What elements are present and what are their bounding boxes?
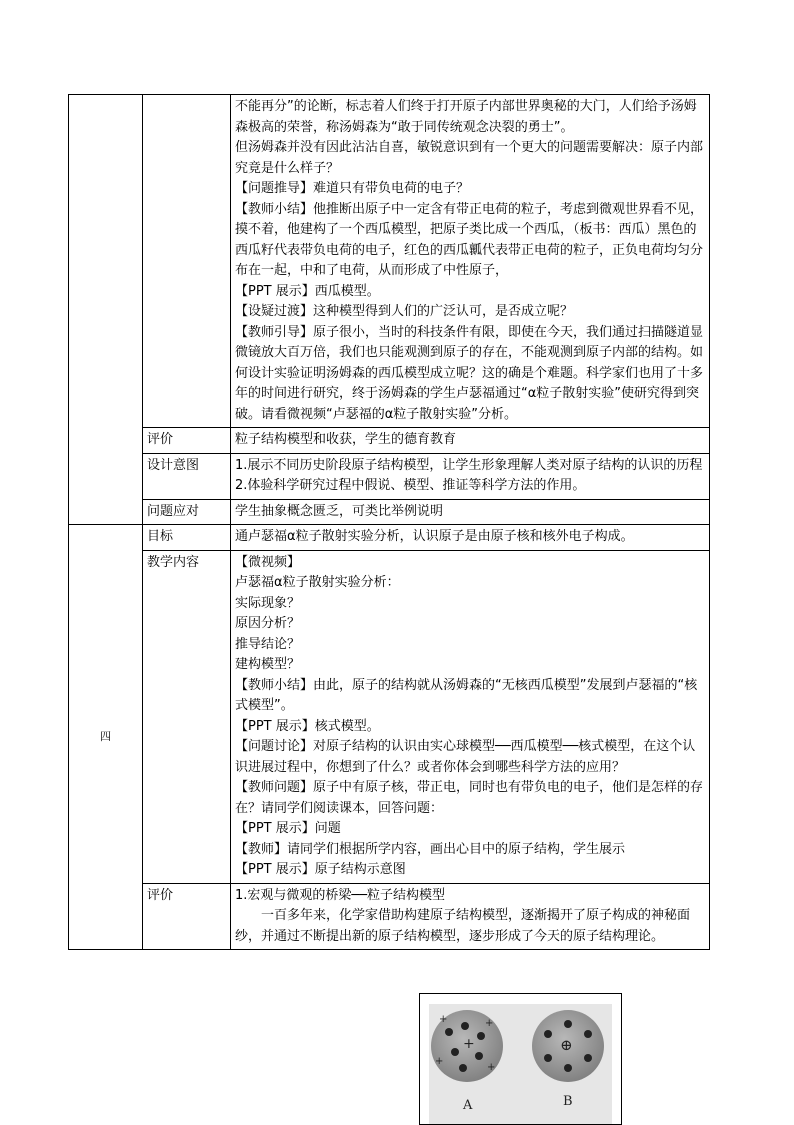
goal-label: 目标: [143, 525, 231, 551]
positive-charge-sign: +: [463, 1036, 475, 1052]
evaluation-cell: [231, 883, 710, 950]
issue-response-label: 问题应对: [143, 499, 231, 525]
positive-charge-sign: +: [435, 1056, 444, 1067]
design-intent-item: 2.体验科学研究过程中假说、模型、推证等科学方法的作用。: [235, 478, 586, 493]
electron-dot: [459, 1064, 467, 1072]
electron-dot: [544, 1030, 552, 1038]
nuclear-model: [532, 1010, 604, 1082]
figure-label-b: B: [563, 1094, 573, 1109]
content-paragraph: 【教师小结】他推断出原子中一定含有带正电荷的粒子，考虑到微观世界看不见，摸不着，他建构了一个西瓜模型，把原子类比成一个西瓜，（板书：西瓜）黑色的西瓜籽代表带负电荷的电子，红色的西瓜瓤代表带正电荷的粒子，正负电荷均匀分布在一起，中和了电荷，从而形成了中性原子，: [235, 201, 704, 278]
content-paragraph: 建构模型？: [235, 657, 301, 672]
atom-models-photo: [429, 1004, 612, 1124]
content-paragraph: 不能再分”的论断，标志着人们终于打开原子内部世界奥秘的大门，人们给予汤姆森极高的荣誉，称汤姆森为“敢于同传统观念决裂的勇士”。: [235, 99, 697, 135]
label-cell-empty: [143, 95, 231, 428]
content-row-continued: [69, 95, 710, 428]
positive-charge-sign: +: [439, 1014, 448, 1025]
content-paragraph: 实际现象？: [235, 595, 301, 611]
content-paragraph: 【教师引导】原子很小，当时的科技条件有限，即使在今天，我们通过扫描隧道显微镜放大百万倍，我们也只能观测到原子的存在，不能观测到原子内部的结构。如何设计实验证明汤姆森的西瓜模型成立呢？这的确是个难题。科学家们也用了十多年的时间进行研究，终于汤姆森的学生卢瑟福通过“α粒子散射实验”使研究得到突破。请看微视频“卢瑟福的α粒子散射实验”分析。: [235, 324, 704, 422]
teaching-content-row: [69, 550, 710, 883]
content-paragraph: 【PPT 展示】核式模型。: [235, 718, 380, 734]
content-paragraph: 但汤姆森并没有因此沾沾自喜，敏锐意识到有一个更大的问题需要解决：原子内部究竟是什么样子？: [235, 140, 704, 176]
electron-dot: [584, 1054, 592, 1062]
issue-response-text: 学生抽象概念匮乏，可类比举例说明: [231, 499, 710, 525]
evaluation-label: 评价: [143, 883, 231, 950]
electron-dot: [445, 1028, 453, 1036]
content-paragraph: 【PPT 展示】问题: [235, 821, 341, 836]
evaluation-row: [69, 883, 710, 950]
stage-cell-empty: [69, 95, 143, 525]
design-intent-cell: [231, 453, 710, 499]
electron-dot: [475, 1052, 483, 1060]
lesson-plan-table: [68, 94, 710, 950]
teaching-content-cell: [231, 95, 710, 428]
design-intent-row: [69, 453, 710, 499]
electron-dot: [584, 1030, 592, 1038]
positive-charge-sign: +: [485, 1018, 494, 1029]
content-paragraph: 原因分析？: [235, 616, 301, 631]
evaluation-text: 一百多年来，化学家借助构建原子结构模型，逐渐揭开了原子构成的神秘面纱，并通过不断提出新的原子结构模型，逐步形成了今天的原子结构理论。: [235, 908, 691, 944]
goal-text: 通卢瑟福α粒子散射实验分析，认识原子是由原子核和核外电子构成。: [231, 525, 710, 551]
figure-label-a: A: [463, 1098, 473, 1113]
teaching-content-cell: [231, 550, 710, 883]
stage-number: 四: [69, 525, 143, 950]
electron-dot: [564, 1020, 572, 1028]
evaluation-text: 粒子结构模型和收获，学生的德育教育: [231, 428, 710, 454]
electron-dot: [544, 1054, 552, 1062]
content-paragraph: 【教师问题】原子中有原子核，带正电，同时也有带负电的电子，他们是怎样的存在？请同学们阅读课本，回答问题：: [235, 780, 704, 816]
content-paragraph: 【教师】请同学们根据所学内容，画出心目中的原子结构，学生展示: [235, 841, 626, 857]
positive-charge-sign: +: [487, 1062, 496, 1073]
content-paragraph: 推导结论？: [235, 636, 301, 652]
evaluation-label: 评价: [143, 428, 231, 454]
evaluation-row: [69, 428, 710, 454]
nucleus-symbol: ⊕: [560, 1036, 573, 1054]
teaching-content-label: 教学内容: [143, 550, 231, 883]
design-intent-label: 设计意图: [143, 453, 231, 499]
electron-dot: [564, 1064, 572, 1072]
atom-models-figure: [419, 993, 622, 1125]
content-paragraph: 【问题推导】难道只有带负电荷的电子？: [235, 181, 470, 196]
design-intent-item: 1.展示不同历史阶段原子结构模型，让学生形象理解人类对原子结构的认识的历程: [235, 457, 703, 473]
content-paragraph: 【PPT 展示】原子结构示意图: [235, 862, 406, 877]
plum-pudding-model: [431, 1010, 503, 1082]
electron-dot: [451, 1048, 459, 1056]
content-paragraph: 【微视频】: [235, 554, 301, 570]
content-paragraph: 【教师小结】由此，原子的结构就从汤姆森的“无核西瓜模型”发展到卢瑟福的“核式模型”。: [235, 677, 698, 713]
electron-dot: [477, 1032, 485, 1040]
content-paragraph: 【PPT 展示】西瓜模型。: [235, 283, 380, 299]
evaluation-title: 1.宏观与微观的桥梁──粒子结构模型: [235, 887, 446, 903]
content-paragraph: 【问题讨论】对原子结构的认识由实心球模型──西瓜模型──核式模型，在这个认识进展过程中，你想到了什么？或者你体会到哪些科学方法的应用？: [235, 739, 696, 775]
content-paragraph: 【设疑过渡】这种模型得到人们的广泛认可，是否成立呢？: [235, 304, 574, 319]
goal-row: [69, 525, 710, 551]
issue-response-row: [69, 499, 710, 525]
content-paragraph: 卢瑟福α粒子散射实验分析：: [235, 575, 400, 590]
electron-dot: [461, 1022, 469, 1030]
